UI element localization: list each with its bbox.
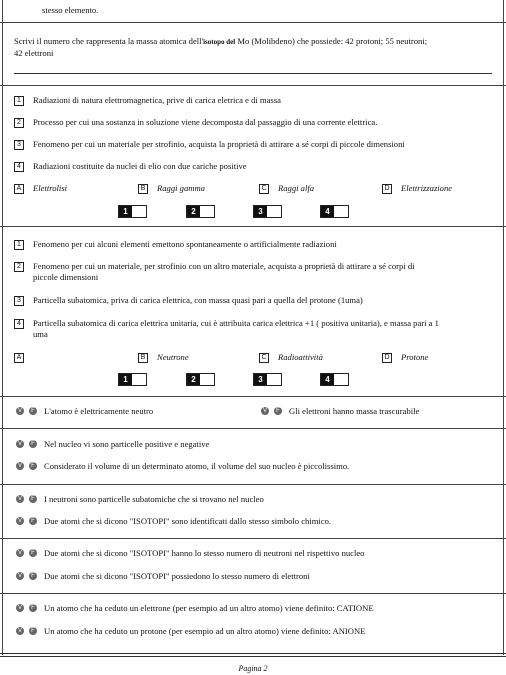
true-icon[interactable]: V bbox=[17, 573, 22, 579]
true-icon[interactable]: V bbox=[17, 605, 22, 611]
answer-slot[interactable] bbox=[200, 374, 214, 385]
tf-statement: Un atomo che ha ceduto un elettrone (per esempio ad un altro atomo) viene definito: CATIONE bbox=[44, 603, 374, 613]
divider bbox=[0, 85, 506, 86]
match1-item: Radiazioni costituite da nuclei di elio con due cariche positive bbox=[33, 161, 247, 171]
option-letter: B bbox=[138, 353, 148, 363]
divider bbox=[0, 22, 506, 23]
false-icon[interactable]: F bbox=[29, 572, 37, 580]
false-icon[interactable]: F bbox=[29, 604, 37, 612]
false-icon[interactable]: F bbox=[29, 407, 37, 415]
option-text: Elettrizzazione bbox=[401, 183, 453, 193]
tf-statement: Due atomi che si dicono "ISOTOPI" sono identificati dallo stesso simbolo chimico. bbox=[44, 516, 332, 526]
answer-line[interactable] bbox=[14, 73, 492, 74]
tf-statement: Due atomi che si dicono "ISOTOPI" hanno lo stesso numero di neutroni nel rispettivo nucleo bbox=[44, 548, 365, 558]
page-number: Pagina 2 bbox=[238, 664, 268, 673]
true-icon[interactable]: V bbox=[262, 408, 267, 414]
divider bbox=[0, 593, 506, 594]
answer-box[interactable] bbox=[186, 373, 215, 386]
tf-statement: L'atomo è elettricamente neutro bbox=[44, 406, 154, 416]
option-letter: D bbox=[382, 353, 392, 363]
mass-question bbox=[14, 36, 494, 59]
mass-question-line2: 42 elettroni bbox=[14, 48, 54, 58]
answer-box[interactable] bbox=[320, 373, 349, 386]
answer-box[interactable] bbox=[253, 373, 282, 386]
option-text: Elettrolisi bbox=[33, 183, 68, 193]
option-text: Neutrone bbox=[157, 352, 189, 362]
false-icon[interactable]: F bbox=[29, 440, 37, 448]
true-icon[interactable]: V bbox=[17, 408, 22, 414]
tf-statement: Un atomo che ha ceduto un protone (per esempio ad un altro atomo) viene definito: ANIONE bbox=[44, 626, 366, 636]
answer-box[interactable] bbox=[320, 205, 349, 218]
answer-box-number: 1 bbox=[119, 374, 132, 385]
item-number: 3 bbox=[14, 296, 24, 306]
option-letter: C bbox=[259, 184, 269, 194]
answer-box[interactable] bbox=[118, 373, 147, 386]
top-fragment: stesso elemento. bbox=[42, 5, 99, 15]
item-number: 1 bbox=[14, 240, 24, 250]
answer-box-number: 3 bbox=[254, 374, 267, 385]
match2-item-text: Particella subatomica di carica elettrica unitaria, cui è attribuita carica elettrica +1 ( positiva unitaria), e massa pari a 1 bbox=[33, 318, 439, 328]
answer-slot[interactable] bbox=[200, 206, 214, 217]
true-icon[interactable]: V bbox=[17, 441, 22, 447]
divider bbox=[0, 428, 506, 429]
answer-slot[interactable] bbox=[132, 374, 146, 385]
option-text: Raggi alfa bbox=[278, 183, 315, 193]
answer-slot[interactable] bbox=[132, 206, 146, 217]
right-border bbox=[503, 0, 504, 655]
false-icon[interactable]: F bbox=[274, 407, 282, 415]
divider bbox=[0, 226, 506, 227]
true-icon[interactable]: V bbox=[17, 463, 22, 469]
item-number: 2 bbox=[14, 262, 24, 272]
answer-box-number: 3 bbox=[254, 206, 267, 217]
match2-item-text-2: piccole dimensioni bbox=[33, 272, 99, 282]
mass-question-text: Scrivi il numero che rappresenta la massa atomica dell' bbox=[14, 36, 204, 46]
false-icon[interactable]: F bbox=[29, 549, 37, 557]
answer-slot[interactable] bbox=[267, 206, 281, 217]
item-number: 1 bbox=[14, 96, 24, 106]
divider bbox=[0, 538, 506, 539]
true-icon[interactable]: V bbox=[17, 518, 22, 524]
match2-item bbox=[33, 318, 495, 340]
true-icon[interactable]: V bbox=[17, 628, 22, 634]
option-letter: B bbox=[138, 184, 148, 194]
option-text: Raggi gamma bbox=[157, 183, 205, 193]
false-icon[interactable]: F bbox=[29, 627, 37, 635]
answer-box[interactable] bbox=[118, 205, 147, 218]
tf-statement: Due atomi che si dicono "ISOTOPI" possiedono lo stesso numero di elettroni bbox=[44, 571, 310, 581]
answer-box-number: 4 bbox=[321, 206, 334, 217]
tf-statement: Gli elettroni hanno massa trascurabile bbox=[289, 406, 420, 416]
option-text: Protone bbox=[401, 352, 429, 362]
match1-item: Radiazioni di natura elettromagnetica, prive di carica eletrica e di massa bbox=[33, 95, 281, 105]
answer-box[interactable] bbox=[186, 205, 215, 218]
item-number: 2 bbox=[14, 118, 24, 128]
false-icon[interactable]: F bbox=[29, 495, 37, 503]
answer-box-number: 2 bbox=[187, 206, 200, 217]
match2-item: Fenomeno per cui alcuni elementi emettono spontaneamente o artificialmente radiazioni bbox=[33, 239, 337, 249]
item-number: 3 bbox=[14, 140, 24, 150]
match1-item: Processo per cui una sostanza in soluzione viene decomposta dal passaggio di una corrente elettrica. bbox=[33, 117, 378, 127]
option-text: Radioattività bbox=[278, 352, 323, 362]
tf-statement: Considerato il volume di un determinato atomo, il volume del suo nucleo è piccolissimo. bbox=[44, 461, 350, 471]
divider bbox=[0, 656, 506, 657]
left-border bbox=[2, 0, 3, 655]
option-letter: C bbox=[259, 353, 269, 363]
answer-box[interactable] bbox=[253, 205, 282, 218]
divider bbox=[0, 484, 506, 485]
answer-slot[interactable] bbox=[267, 374, 281, 385]
answer-slot[interactable] bbox=[334, 206, 348, 217]
false-icon[interactable]: F bbox=[29, 462, 37, 470]
mass-question-text-2: Mo (Molibdeno) che possiede: 42 protoni; 55 neutroni; bbox=[235, 36, 428, 46]
divider bbox=[0, 396, 506, 397]
item-number: 4 bbox=[14, 319, 24, 329]
answer-box-number: 1 bbox=[119, 206, 132, 217]
false-icon[interactable]: F bbox=[29, 517, 37, 525]
match2-item: Particella subatomica, priva di carica elettrica, con massa quasi pari a quella del protone (1uma) bbox=[33, 295, 363, 305]
match1-item: Fenomeno per cui un materiale per strofinio, acquista la proprietà di attirare a sé corpi di piccole dimensioni bbox=[33, 139, 405, 149]
true-icon[interactable]: V bbox=[17, 496, 22, 502]
option-letter: D bbox=[382, 184, 392, 194]
mass-question-bold: isotopo del bbox=[203, 38, 236, 46]
answer-slot[interactable] bbox=[334, 374, 348, 385]
match2-item bbox=[33, 261, 495, 283]
option-letter: A bbox=[14, 184, 24, 194]
item-number: 4 bbox=[14, 162, 24, 172]
match2-item-text: Fenomeno per cui un materiale, per strofinio con un altro materiale, acquista a proprietà di attirare a sé corpi di bbox=[33, 261, 415, 271]
tf-statement: I neutroni sono particelle subatomiche che si trovano nel nucleo bbox=[44, 494, 264, 504]
true-icon[interactable]: V bbox=[17, 550, 22, 556]
match2-item-text-2: uma bbox=[33, 329, 48, 339]
answer-box-number: 2 bbox=[187, 374, 200, 385]
divider bbox=[0, 653, 506, 654]
tf-statement: Nel nucleo vi sono particelle positive e negative bbox=[44, 439, 210, 449]
option-letter: A bbox=[14, 353, 24, 363]
answer-box-number: 4 bbox=[321, 374, 334, 385]
